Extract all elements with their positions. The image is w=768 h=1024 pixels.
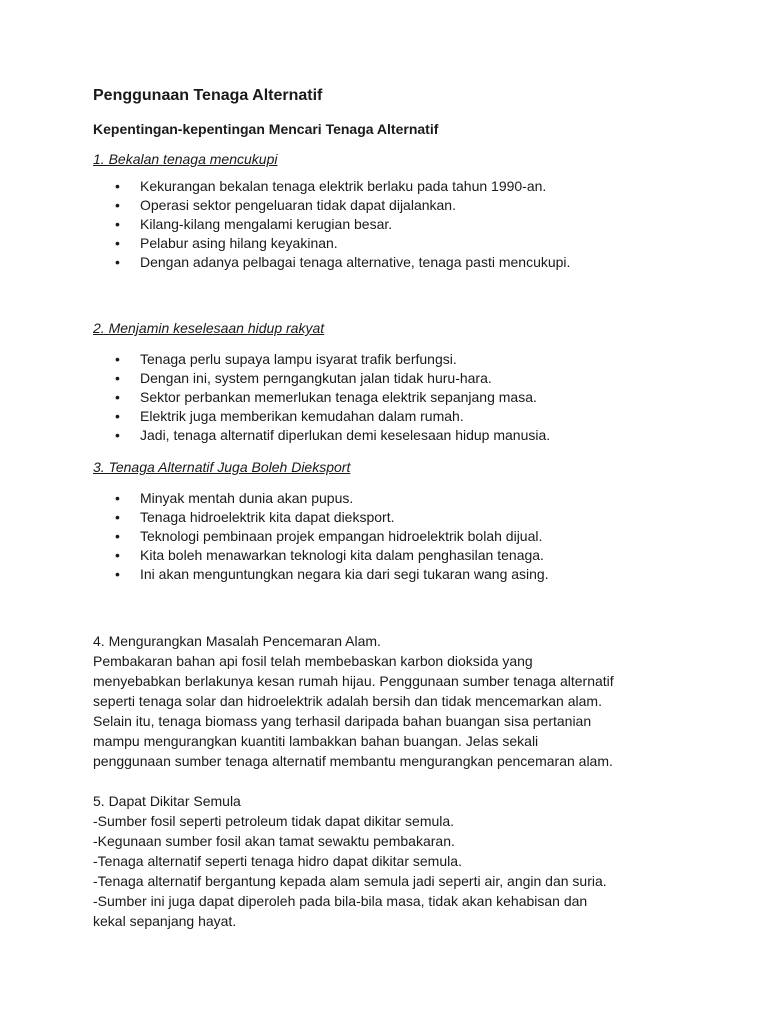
list-item (93, 527, 693, 546)
list-item-text: Kekurangan bekalan tenaga elektrik berlaku pada tahun 1990-an. (140, 178, 547, 194)
list-item-text: Tenaga hidroelektrik kita dapat dieksport. (140, 509, 395, 525)
bullet-icon: • (115, 235, 120, 251)
list-item (93, 234, 693, 253)
bullet-icon: • (115, 547, 120, 563)
list-item (93, 546, 693, 565)
list-item-text: Sektor perbankan memerlukan tenaga elektrik sepanjang masa. (140, 389, 537, 405)
list-item (93, 388, 693, 407)
section-5-heading: 5. Dapat Dikitar Semula (93, 793, 241, 809)
paragraph-line: mampu mengurangkan kuantiti lambakkan bahan buangan. Jelas sekali (93, 733, 539, 749)
list-item (93, 369, 693, 388)
list-item-text: Kita boleh menawarkan teknologi kita dalam penghasilan tenaga. (140, 547, 544, 563)
paragraph-line: penggunaan sumber tenaga alternatif membantu mengurangkan pencemaran alam. (93, 753, 613, 769)
bullet-icon: • (115, 389, 120, 405)
list-item (93, 253, 693, 272)
list-item-text: Minyak mentah dunia akan pupus. (140, 490, 354, 506)
list-item-text: Ini akan menguntungkan negara kia dari segi tukaran wang asing. (140, 566, 549, 582)
list-item (93, 215, 693, 234)
list-item (93, 489, 693, 508)
bullet-icon: • (115, 370, 120, 386)
list-item-text: Tenaga perlu supaya lampu isyarat trafik berfungsi. (140, 351, 457, 367)
paragraph-line: Pembakaran bahan api fosil telah membebaskan karbon dioksida yang (93, 653, 533, 669)
bullet-icon: • (115, 509, 120, 525)
list-item (93, 407, 693, 426)
list-item-text: Jadi, tenaga alternatif diperlukan demi keselesaan hidup manusia. (140, 427, 551, 443)
section-3-list (93, 489, 693, 584)
bullet-icon: • (115, 408, 120, 424)
section-5 (93, 791, 693, 931)
list-item-text: Kilang-kilang mengalami kerugian besar. (140, 216, 393, 232)
list-item-text: Dengan ini, system perngangkutan jalan tidak huru-hara. (140, 370, 492, 386)
section-1-heading: 1. Bekalan tenaga mencukupi (93, 151, 278, 167)
list-item-text: Teknologi pembinaan projek empangan hidroelektrik bolah dijual. (140, 528, 543, 544)
document-title: Penggunaan Tenaga Alternatif (93, 87, 323, 104)
paragraph-line: menyebabkan berlakunya kesan rumah hijau. Penggunaan sumber tenaga alternatif (93, 673, 614, 689)
paragraph-line: -Sumber fosil seperti petroleum tidak dapat dikitar semula. (93, 813, 455, 829)
section-4 (93, 631, 693, 771)
list-item-text: Dengan adanya pelbagai tenaga alternative, tenaga pasti mencukupi. (140, 254, 571, 270)
paragraph-line: Selain itu, tenaga biomass yang terhasil daripada bahan buangan sisa pertanian (93, 713, 592, 729)
bullet-icon: • (115, 528, 120, 544)
section-3-heading: 3. Tenaga Alternatif Juga Boleh Dieksport (93, 459, 351, 475)
bullet-icon: • (115, 566, 120, 582)
paragraph-line: kekal sepanjang hayat. (93, 913, 237, 929)
list-item (93, 426, 693, 445)
list-item-text: Pelabur asing hilang keyakinan. (140, 235, 338, 251)
bullet-icon: • (115, 254, 120, 270)
paragraph-line: -Kegunaan sumber fosil akan tamat sewaktu pembakaran. (93, 833, 455, 849)
paragraph-line: -Sumber ini juga dapat diperoleh pada bila-bila masa, tidak akan kehabisan dan (93, 893, 588, 909)
document-page (93, 86, 693, 931)
section-1-list (93, 177, 693, 272)
list-item (93, 508, 693, 527)
bullet-icon: • (115, 351, 120, 367)
list-item-text: Elektrik juga memberikan kemudahan dalam rumah. (140, 408, 464, 424)
bullet-icon: • (115, 197, 120, 213)
list-item (93, 565, 693, 584)
section-2-list (93, 350, 693, 445)
paragraph-line: seperti tenaga solar dan hidroelektrik adalah bersih dan tidak mencemarkan alam. (93, 693, 602, 709)
list-item-text: Operasi sektor pengeluaran tidak dapat dijalankan. (140, 197, 456, 213)
document-subtitle: Kepentingan-kepentingan Mencari Tenaga Alternatif (93, 121, 439, 137)
paragraph-line: -Tenaga alternatif bergantung kepada alam semula jadi seperti air, angin dan suria. (93, 873, 607, 889)
section-4-heading: 4. Mengurangkan Masalah Pencemaran Alam. (93, 633, 381, 649)
section-2-heading: 2. Menjamin keselesaan hidup rakyat (93, 320, 325, 336)
bullet-icon: • (115, 178, 120, 194)
bullet-icon: • (115, 216, 120, 232)
paragraph-line: -Tenaga alternatif seperti tenaga hidro dapat dikitar semula. (93, 853, 462, 869)
list-item (93, 177, 693, 196)
list-item (93, 350, 693, 369)
list-item (93, 196, 693, 215)
bullet-icon: • (115, 490, 120, 506)
bullet-icon: • (115, 427, 120, 443)
